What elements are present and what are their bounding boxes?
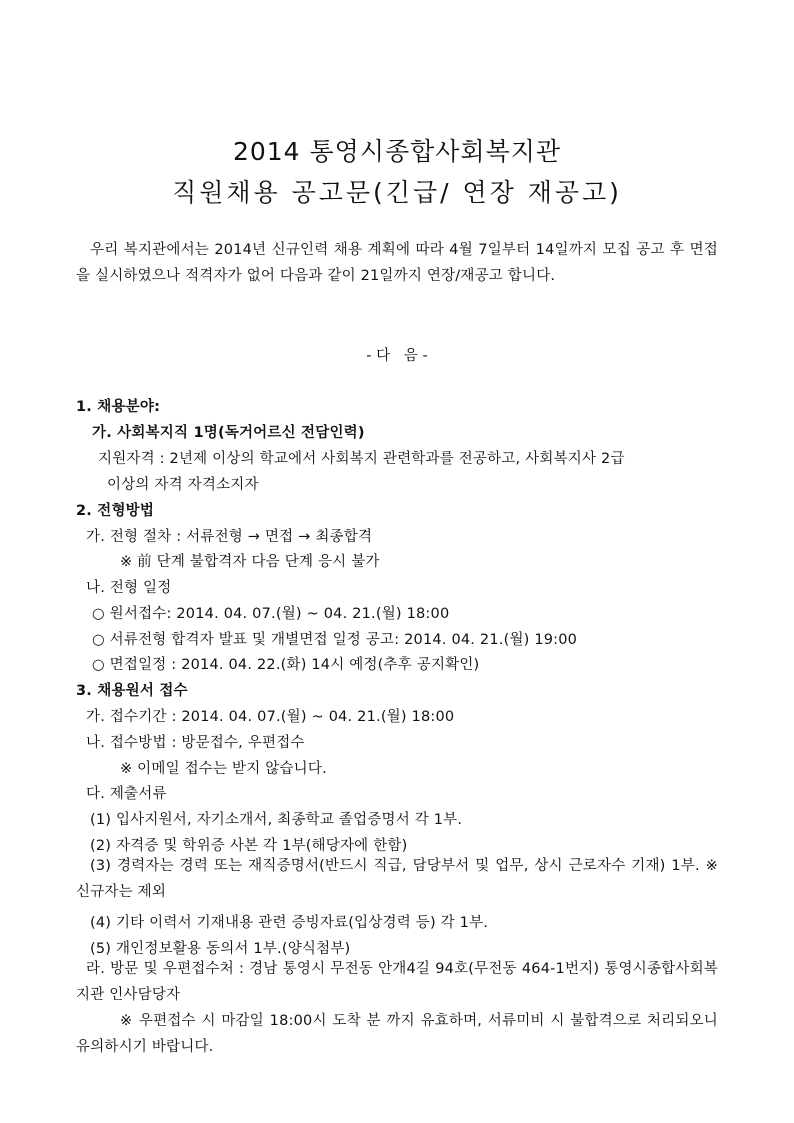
section-2-item-a-note: ※ 前 단계 불합격자 다음 단계 응시 불가 <box>120 554 380 570</box>
section-3-item-c: 다. 제출서류 <box>86 786 167 802</box>
document-5: (5) 개인정보활용 동의서 1부.(양식첨부) <box>90 941 351 957</box>
title-line-1: 2014 통영시종합사회복지관 <box>232 137 562 166</box>
section-3-heading: 3. 채용원서 접수 <box>76 683 188 699</box>
section-1-requirement-line-2: 이상의 자격 자격소지자 <box>107 477 259 493</box>
section-3-item-a: 가. 접수기간 : 2014. 04. 07.(월) ~ 04. 21.(월) 18:00 <box>86 709 455 725</box>
section-3-item-b-note: ※ 이메일 접수는 받지 않습니다. <box>120 761 327 777</box>
intro-paragraph: 우리 복지관에서는 2014년 신규인력 채용 계획에 따라 4월 7일부터 14일까지 모집 공고 후 면접을 실시하였으나 적격자가 없어 다음과 같이 21일까지 연장/재공고 합니다. <box>76 242 718 284</box>
section-1-requirement-line-1: 지원자격 : 2년제 이상의 학교에서 사회복지 관련학과를 전공하고, 사회복지사 2급 <box>98 451 625 467</box>
schedule-interview: ○ 면접일정 : 2014. 04. 22.(화) 14시 예정(추후 공지확인) <box>92 657 480 673</box>
section-2-item-b: 나. 전형 일정 <box>86 580 172 596</box>
document-3: (3) 경력자는 경력 또는 재직증명서(반드시 직급, 담당부서 및 업무, 상시 근로자수 기재) 1부. ※ 신규자는 제외 <box>76 858 718 900</box>
section-2-item-a: 가. 전형 절차 : 서류전형 → 면접 → 최종합격 <box>86 529 373 545</box>
document-2: (2) 자격증 및 학위증 사본 각 1부(해당자에 한함) <box>90 838 408 854</box>
section-1-heading: 1. 채용분야: <box>76 399 161 415</box>
section-3-item-d: 라. 방문 및 우편접수처 : 경남 통영시 무전동 안개4길 94호(무전동 464-1번지) 통영시종합사회복지관 인사담당자 <box>76 961 718 1003</box>
section-1-item-a: 가. 사회복지직 1명(독거어르신 전담인력) <box>92 425 365 441</box>
schedule-document-result: ○ 서류전형 합격자 발표 및 개별면접 일정 공고: 2014. 04. 21.(월) 19:00 <box>92 632 578 648</box>
document-4: (4) 기타 이력서 기재내용 관련 증빙자료(입상경력 등) 각 1부. <box>90 915 489 931</box>
schedule-application: ○ 원서접수: 2014. 04. 07.(월) ~ 04. 21.(월) 18:00 <box>92 606 450 622</box>
document-1: (1) 입사지원서, 자기소개서, 최종학교 졸업증명서 각 1부. <box>90 812 463 828</box>
section-3-item-b: 나. 접수방법 : 방문접수, 우편접수 <box>86 735 305 751</box>
section-3-item-d-note: ※ 우편접수 시 마감일 18:00시 도착 분 까지 유효하며, 서류미비 시 불합격으로 처리되오니 유의하시기 바랍니다. <box>76 1013 718 1055</box>
section-2-heading: 2. 전형방법 <box>76 503 155 519</box>
daeum-divider: - 다 음 - <box>366 348 428 364</box>
title-line-2: 직원채용 공고문(긴급/ 연장 재공고) <box>172 178 622 207</box>
